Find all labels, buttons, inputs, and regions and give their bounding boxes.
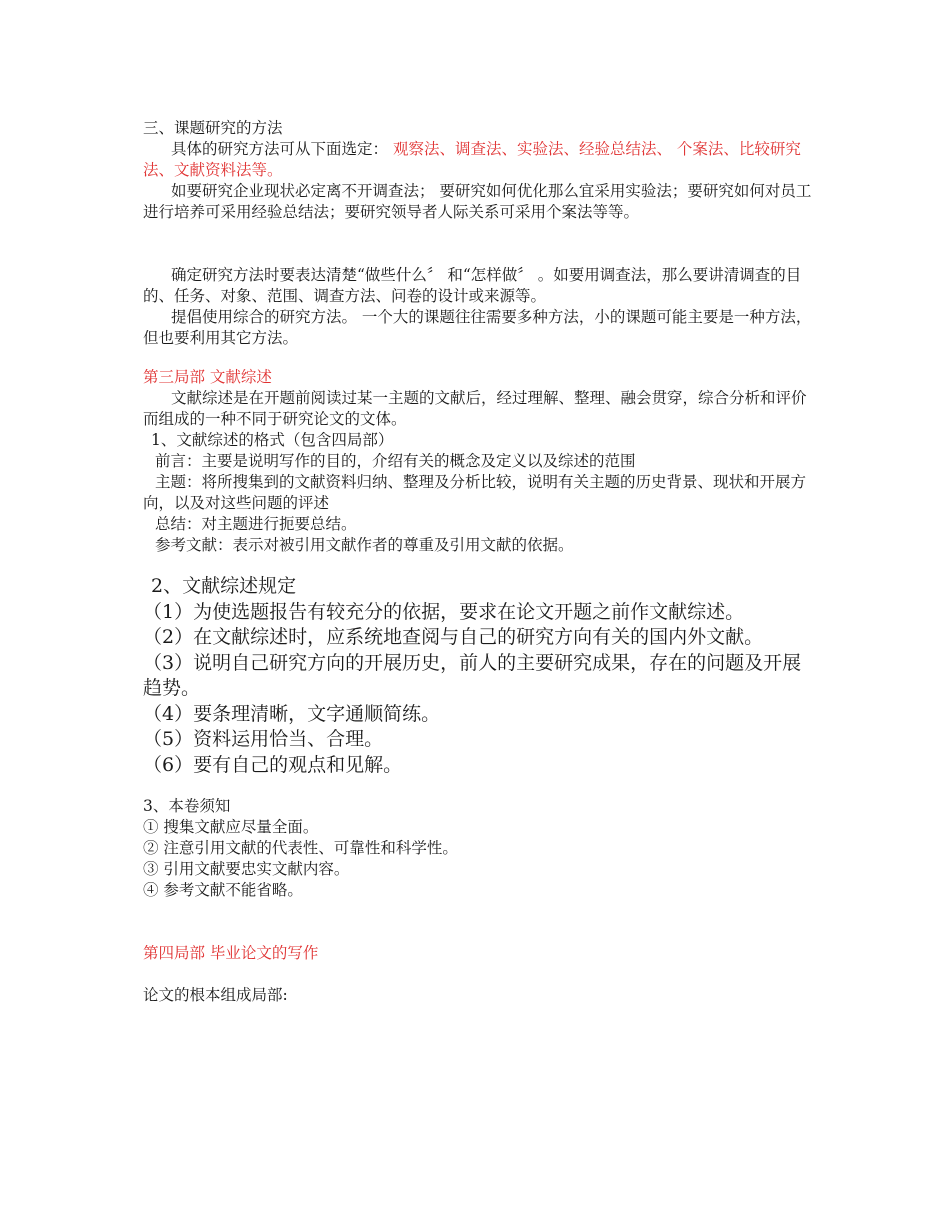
notice-heading: 3、本卷须知 [143,797,231,815]
methods-paragraph [143,139,813,181]
spacer [143,349,813,367]
notice-item: ③ 引用文献要忠实文献内容。 [143,860,350,878]
part4-heading: 第四局部 毕业论文的写作 [143,944,319,962]
review-rule-item: （5）资料运用恰当、合理。 [143,728,384,750]
review-format-heading: 1、文献综述的格式（包含四局部） [151,431,394,449]
part4-intro: 论文的根本组成局部: [143,986,288,1004]
spacer [143,556,813,574]
combined-methods-paragraph: 提倡使用综合的研究方法。 一个大的课题往往需要多种方法，小的课题可能主要是一种方法，但也要利用其它方法。 [143,308,812,347]
spacer [143,901,813,943]
review-references: 参考文献：表示对被引用文献作者的尊重及引用文献的依据。 [155,536,574,554]
section-heading-methods: 三、课题研究的方法 [143,119,283,137]
notice-item: ① 搜集文献应尽量全面。 [143,818,319,836]
methods-list: 观察法、调查法、实验法、经验总结法、 个案法、比较研究法、文献资料法等。 [143,140,801,179]
clarify-paragraph: 确定研究方法时要表达清楚“做些什么〞 和“怎样做〞 。如要用调查法，那么要讲清调查的目的、任务、对象、范围、调查方法、问卷的设计或来源等。 [143,266,802,305]
spacer [143,223,813,265]
document-body [143,118,813,1006]
review-rule-item: （3）说明自己研究方向的开展历史，前人的主要研究成果，存在的问题及开展趋势。 [143,651,802,699]
review-rule-item: （2）在文献综述时，应系统地查阅与自己的研究方向有关的国内外文献。 [143,626,764,648]
review-rule-item: （1）为使选题报告有较充分的依据，要求在论文开题之前作文献综述。 [143,600,745,623]
methods-examples: 如要研究企业现状必定离不开调查法； 要研究如何优化那么宜采用实验法；要研究如何对员工进行培养可采用经验总结法；要研究领导者人际关系可采用个案法等等。 [143,182,812,221]
notice-item: ② 注意引用文献的代表性、可靠性和科学性。 [143,839,458,857]
review-definition: 文献综述是在开题前阅读过某一主题的文献后，经过理解、整理、融会贯穿，综合分析和评价而组成的一种不同于研究论文的文体。 [143,389,807,428]
review-rule-item: （4）要条理清晰，文字通顺简练。 [143,702,441,725]
review-rule-item: （6）要有自己的观点和见解。 [143,753,403,776]
review-rules-heading: 2、文献综述规定 [151,575,297,597]
review-rules [143,574,813,778]
review-body: 主题：将所搜集到的文献资料归纳、整理及分析比较，说明有关主题的历史背景、现状和开展方向，以及对这些问题的评述 [143,473,807,512]
spacer [143,778,813,796]
part3-heading: 第三局部 文献综述 [143,368,272,386]
methods-intro: 具体的研究方法可从下面选定： [171,140,389,158]
spacer [143,964,813,985]
notice-item: ④ 参考文献不能省略。 [143,881,303,899]
review-summary: 总结：对主题进行扼要总结。 [155,515,357,533]
review-preface: 前言：主要是说明写作的目的，介绍有关的概念及定义以及综述的范围 [155,452,636,470]
